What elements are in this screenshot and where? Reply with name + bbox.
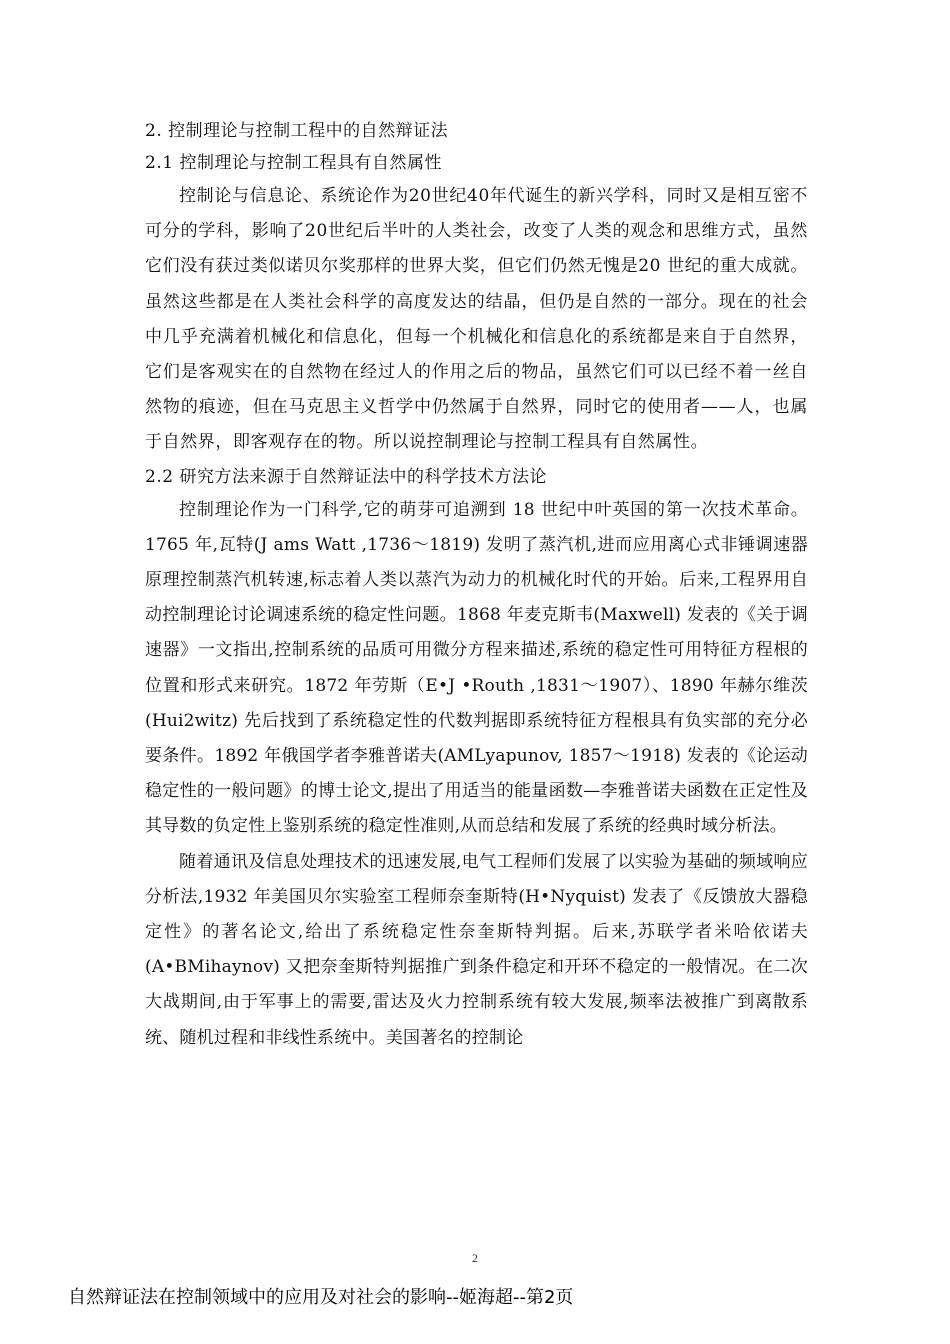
- paragraph-frequency-domain-history: 随着通讯及信息处理技术的迅速发展,电气工程师们发展了以实验为基础的频域响应分析法,1932 年美国贝尔实验室工程师奈奎斯特(H•Nyquist) 发表了《反馈放大器稳定性》的著名论文,给出了系统稳定性奈奎斯特判据。后来,苏联学者米哈依诺夫(A•BMihaynov) 又把奈奎斯特判据推广到条件稳定和开环不稳定的一般情况。在二次大战期间,由于军事上的需要,雷达及火力控制系统有较大发展,频率法被推广到离散系统、随机过程和非线性系统中。美国著名的控制论: [145, 851, 808, 1048]
- footer-document-title: 自然辩证法在控制领域中的应用及对社会的影响--姬海超--第2页: [68, 1287, 574, 1308]
- section-heading-2: 2. 控制理论与控制工程中的自然辩证法: [145, 121, 449, 141]
- page-number: 2: [472, 1251, 478, 1265]
- paragraph-control-theory-history: 控制理论作为一门科学,它的萌芽可追溯到 18 世纪中叶英国的第一次技术革命。1765 年,瓦特(J ams Watt ,1736～1819) 发明了蒸汽机,进而应用离心式非锤调速器原理控制蒸汽机转速,标志着人类以蒸汽为动力的机械化时代的开始。后来,工程界用自动控制理论讨论调速系统的稳定性问题。1868 年麦克斯韦(Maxwell) 发表的《关于调速器》一文指出,控制系统的品质可用微分方程来描述,系统的稳定性可用特征方程根的位置和形式来研究。1872 年劳斯（E•J •Routh ,1831～1907）、1890 年赫尔维茨(Hui2witz) 先后找到了系统稳定性的代数判据即系统特征方程根具有负实部的充分必要条件。1892 年俄国学者李雅普诺夫(AMLyapunov, 1857～1918) 发表的《论运动稳定性的一般问题》的博士论文,提出了用适当的能量函数—李雅普诺夫函数在正定性及其导数的负定性上鉴别系统的稳定性准则,从而总结和发展了系统的经典时域分析法。: [145, 499, 808, 837]
- subsection-heading-2-2: 2.2 研究方法来源于自然辩证法中的科学技术方法论: [145, 466, 547, 487]
- paragraph-natural-attribute: 控制论与信息论、系统论作为20世纪40年代诞生的新兴学科，同时又是相互密不可分的学科，影响了20世纪后半叶的人类社会，改变了人类的观念和思维方式，虽然它们没有获过类似诺贝尔奖那样的世界大奖，但它们仍然无愧是20 世纪的重大成就。虽然这些都是在人类社会科学的高度发达的结晶，但仍是自然的一部分。现在的社会中几乎充满着机械化和信息化，但每一个机械化和信息化的系统都是来自于自然界，它们是客观实在的自然物在经过人的作用之后的物品，虽然它们可以已经不着一丝自然物的痕迹，但在马克思主义哲学中仍然属于自然界，同时它的使用者——人，也属于自然界，即客观存在的物。所以说控制理论与控制工程具有自然属性。: [145, 186, 808, 453]
- subsection-heading-2-1: 2.1 控制理论与控制工程具有自然属性: [145, 153, 442, 173]
- document-body: [145, 115, 808, 1056]
